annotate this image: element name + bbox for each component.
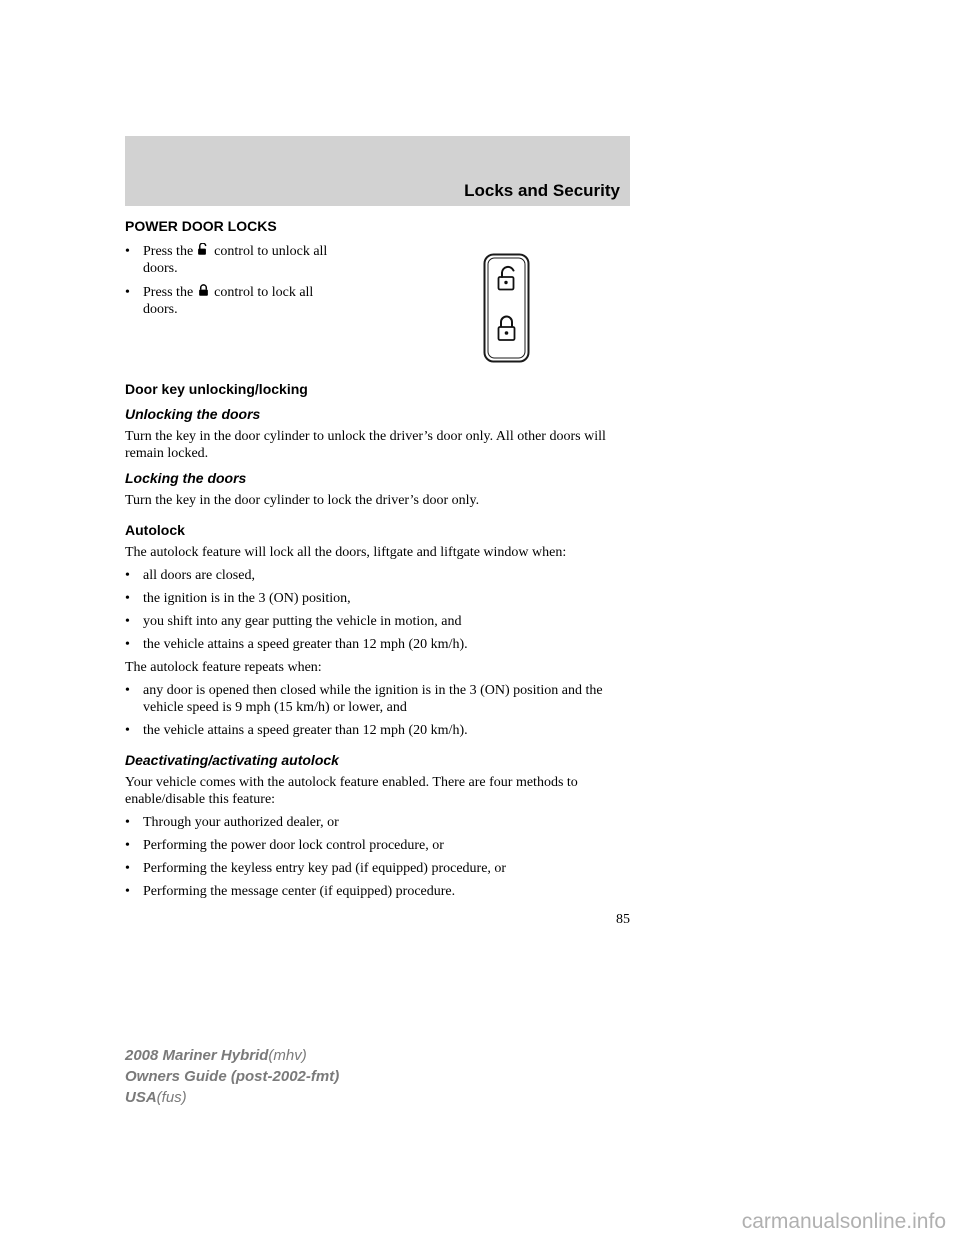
footer-region-line (125, 1087, 339, 1108)
bullet-text: all doors are closed, (143, 568, 255, 583)
heading-autolock: Autolock (125, 522, 185, 538)
bullet-marker: • (125, 884, 130, 899)
list-item (125, 814, 615, 831)
lock-icon (197, 284, 210, 297)
door-lock-control-illustration (483, 253, 530, 363)
lock-icon (499, 317, 515, 341)
bullet-text: you shift into any gear putting the vehicle in motion, and (143, 614, 462, 629)
bullet-marker: • (125, 838, 130, 853)
footer-region: USA (125, 1089, 157, 1106)
list-item-lock-control (125, 284, 350, 318)
bullet-text: Through your authorized dealer, or (143, 815, 339, 830)
unlock-icon (197, 243, 210, 256)
footer-guide: Owners Guide (post-2002-fmt) (125, 1068, 340, 1085)
paragraph-autolock-intro: The autolock feature will lock all the doors, liftgate and liftgate window when: (125, 545, 567, 560)
paragraph-deactivating-intro: Your vehicle comes with the autolock feature enabled. There are four methods to enable/disable this feature: (125, 775, 578, 807)
bullet-marker: • (125, 683, 130, 698)
section-header-band (125, 136, 630, 206)
bullet-marker: • (125, 244, 130, 259)
bullet-marker: • (125, 568, 130, 583)
list-item (125, 883, 615, 900)
bullet-text-post: control to unlock all doors. (143, 244, 328, 276)
section-title: Locks and Security (464, 181, 620, 200)
page-content (125, 136, 630, 928)
bullet-text: Performing the message center (if equipped) procedure. (143, 884, 456, 899)
list-item (125, 590, 615, 607)
bullet-text: Performing the power door lock control procedure, or (143, 838, 444, 853)
heading-deactivating-autolock: Deactivating/activating autolock (125, 752, 339, 768)
footer-model-suffix: (mhv) (268, 1047, 307, 1064)
heading-unlocking-doors: Unlocking the doors (125, 406, 261, 422)
bullet-marker: • (125, 614, 130, 629)
bullet-text-pre: Press the (143, 285, 194, 300)
heading-door-key: Door key unlocking/locking (125, 381, 308, 397)
bullet-text (143, 243, 350, 277)
unlock-icon (499, 267, 514, 290)
bullet-text: the vehicle attains a speed greater than 12 mph (20 km/h). (143, 723, 468, 738)
footer (125, 1045, 339, 1108)
bullet-marker: • (125, 285, 130, 300)
list-item (125, 837, 615, 854)
bullet-marker: • (125, 861, 130, 876)
footer-model-line (125, 1045, 339, 1066)
list-item-unlock-control (125, 243, 350, 277)
heading-power-door-locks: POWER DOOR LOCKS (125, 218, 277, 234)
footer-model: 2008 Mariner Hybrid (125, 1047, 269, 1064)
bullet-marker: • (125, 815, 130, 830)
list-item (125, 682, 615, 716)
list-item (125, 860, 615, 877)
bullet-text-pre: Press the (143, 244, 194, 259)
paragraph-unlocking: Turn the key in the door cylinder to unlock the driver’s door only. All other doors will remain locked. (125, 429, 606, 461)
bullet-text: Performing the keyless entry key pad (if equipped) procedure, or (143, 861, 507, 876)
bullet-marker: • (125, 637, 130, 652)
bullet-marker: • (125, 723, 130, 738)
footer-region-suffix: (fus) (156, 1089, 187, 1106)
page-number: 85 (616, 912, 630, 927)
bullet-text (143, 284, 350, 318)
bullet-text-post: control to lock all doors. (143, 285, 314, 317)
bullet-marker: • (125, 591, 130, 606)
watermark: carmanualsonline.info (741, 1210, 946, 1233)
list-item (125, 567, 615, 584)
list-item (125, 722, 615, 739)
bullet-text: the vehicle attains a speed greater than 12 mph (20 km/h). (143, 637, 468, 652)
bullet-text: any door is opened then closed while the ignition is in the 3 (ON) position and the vehicle speed is 9 mph (15 km/h) or lower, and (143, 683, 603, 715)
paragraph-locking: Turn the key in the door cylinder to lock the driver’s door only. (125, 493, 480, 508)
list-item (125, 636, 615, 653)
paragraph-autolock-repeats: The autolock feature repeats when: (125, 660, 322, 675)
heading-locking-doors: Locking the doors (125, 470, 247, 486)
bullet-text: the ignition is in the 3 (ON) position, (143, 591, 351, 606)
list-item (125, 613, 615, 630)
